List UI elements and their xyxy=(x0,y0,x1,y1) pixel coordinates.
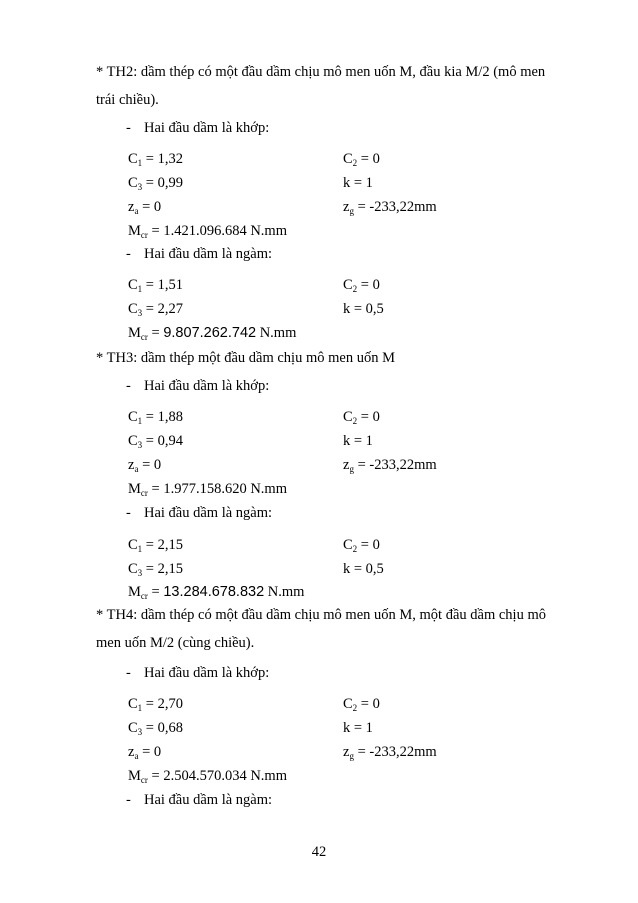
th2-hinged-za: $z_a = 0$ xyxy=(128,199,162,216)
th4-hinged-zg: $z_g = -233,22mm$ xyxy=(343,744,437,761)
th3-hinged-zg: $z_g = -233,22mm$ xyxy=(343,457,437,474)
th4-heading-line2: men uốn M/2 (cùng chiều). xyxy=(96,635,255,651)
th3-heading: * TH3: dầm thép một đầu dầm chịu mô men uốn M xyxy=(96,350,395,366)
th2-heading-line1: * TH2: dầm thép có một đầu dầm chịu mô men uốn M, đầu kia M/2 (mô men xyxy=(96,64,546,80)
th2-hinged-c1: $C_1 = 1,32$ xyxy=(128,151,183,168)
th2-hinged-mcr: $M_{cr} = 1.421.096.684$ N.mm xyxy=(128,223,287,240)
th4-heading-line1: * TH4: dầm thép có một đầu dầm chịu mô men uốn M, một đầu dầm chịu mô xyxy=(96,607,546,623)
th2-fixed-k: k = 0,5 xyxy=(343,301,384,317)
th4-hinged-k: k = 1 xyxy=(343,720,373,736)
th3-fixed-c1: $C_1 = 2,15$ xyxy=(128,537,183,554)
th4-hinged-za: $z_a = 0$ xyxy=(128,744,162,761)
th3-hinged-k: k = 1 xyxy=(343,433,373,449)
th3-hinged-c1: $C_1 = 1,88$ xyxy=(128,409,183,426)
th3-fixed-k: k = 0,5 xyxy=(343,561,384,577)
page-number: 42 xyxy=(311,844,327,860)
th3-hinged-mcr: $M_{cr} = 1.977.158.620$ N.mm xyxy=(128,481,287,498)
th3-fixed-c3: $C_3 = 2,15$ xyxy=(128,561,183,578)
th2-fixed-c1: $C_1 = 1,51$ xyxy=(128,277,183,294)
th3-fixed-c2: $C_2 = 0$ xyxy=(343,537,380,554)
th3-hinged-c2: $C_2 = 0$ xyxy=(343,409,380,426)
th2-hinged-zg: $z_g = -233,22mm$ xyxy=(343,199,437,216)
th4-hinged-heading: - Hai đầu dầm là khớp: xyxy=(126,665,270,681)
th2-fixed-heading: - Hai đầu dầm là ngàm: xyxy=(126,246,273,262)
th4-hinged-c1: $C_1 = 2,70$ xyxy=(128,696,183,713)
th2-hinged-heading: - Hai đầu dầm là khớp: xyxy=(126,120,270,136)
th3-hinged-za: $z_a = 0$ xyxy=(128,457,162,474)
th2-hinged-c2: $C_2 = 0$ xyxy=(343,151,380,168)
th4-hinged-c3: $C_3 = 0,68$ xyxy=(128,720,183,737)
th2-hinged-k: k = 1 xyxy=(343,175,373,191)
th2-fixed-mcr: $M_{cr} = 9.807.262.742$ N.mm xyxy=(128,325,297,342)
th2-heading-line2: trái chiều). xyxy=(96,92,159,108)
th3-fixed-heading: - Hai đầu dầm là ngàm: xyxy=(126,505,273,521)
th4-hinged-mcr: $M_{cr} = 2.504.570.034$ N.mm xyxy=(128,768,287,785)
th2-fixed-c2: $C_2 = 0$ xyxy=(343,277,380,294)
th3-hinged-heading: - Hai đầu dầm là khớp: xyxy=(126,378,270,394)
th3-fixed-mcr: $M_{cr} = 13.284.678.832$ N.mm xyxy=(128,584,305,601)
th2-hinged-c3: $C_3 = 0,99$ xyxy=(128,175,183,192)
th4-hinged-c2: $C_2 = 0$ xyxy=(343,696,380,713)
th3-hinged-c3: $C_3 = 0,94$ xyxy=(128,433,183,450)
th2-fixed-c3: $C_3 = 2,27$ xyxy=(128,301,183,318)
th4-fixed-heading: - Hai đầu dầm là ngàm: xyxy=(126,792,273,808)
